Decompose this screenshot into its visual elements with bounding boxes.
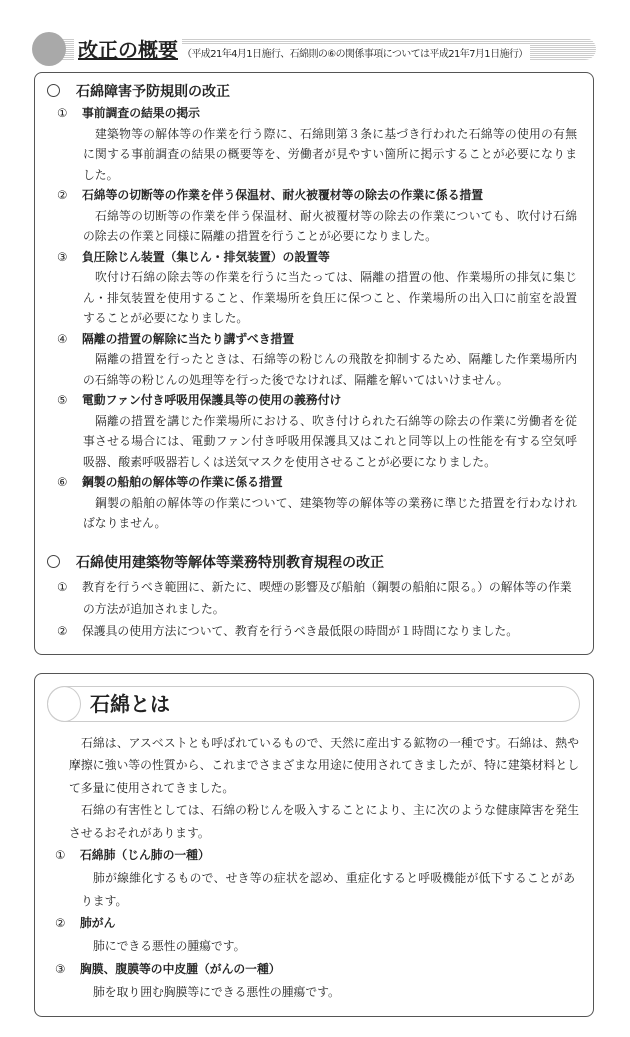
item-title bbox=[57, 103, 577, 124]
overview-header bbox=[32, 32, 596, 66]
item-number: ① bbox=[57, 579, 68, 594]
health-effects-list bbox=[55, 844, 575, 1004]
item-body: 肺にできる悪性の腫瘍です。 bbox=[93, 939, 246, 954]
paragraph: 石綿の有害性としては、石綿の粉じんを吸入することにより、主に次のような健康障害を発生させるおそれがあります。 bbox=[69, 803, 579, 840]
list-item bbox=[57, 620, 577, 642]
item-title-text: 隔離の措置の解除に当たり講ずべき措置 bbox=[82, 331, 295, 346]
item-title-text: 鋼製の船舶の解体等の作業に係る措置 bbox=[82, 475, 283, 489]
asbestos-paragraphs bbox=[69, 732, 579, 845]
item-number: ① bbox=[55, 848, 66, 862]
item-title-text: 負圧除じん装置（集じん・排気装置）の設置等 bbox=[82, 249, 330, 264]
item-number: ② bbox=[57, 623, 68, 638]
item-title-text: 肺がん bbox=[80, 916, 116, 931]
item-body: 肺を取り囲む胸膜等にできる悪性の腫瘍です。 bbox=[93, 984, 340, 999]
item-body: 隔離の措置を講じた作業場所における、吹き付けられた石綿等の除去の作業に労働者を従事させる場合には、電動ファン付き呼吸用保護具又はこれと同等以上の性能を有する空気呼吸器、酸素呼吸器若しくは送気マスクを使用させることが必要になりました。 bbox=[83, 413, 577, 469]
paragraph: 石綿は、アスベストとも呼ばれているもので、天然に産出する鉱物の一種です。石綿は、熱や摩擦に強い等の性質から、これまでさまざまな用途に使用されてきましたが、特に建築材料として多量に使用されてきました。 bbox=[69, 735, 579, 795]
item-number: ⑥ bbox=[57, 475, 68, 489]
item-body: 石綿等の切断等の作業を伴う保温材、耐火被覆材等の除去の作業についても、吹付け石綿の除去の作業と同様に隔離の措置を行うことが必要になりました。 bbox=[83, 208, 577, 243]
section-heading bbox=[47, 552, 581, 574]
header-row bbox=[74, 34, 530, 63]
item-title bbox=[57, 185, 577, 206]
page-title: 改正の概要 bbox=[74, 34, 182, 63]
item-text: 教育を行うべき範囲に、新たに、喫煙の影響及び船舶（鋼製の船舶に限る。）の解体等の作業の方法が追加されました。 bbox=[82, 579, 572, 616]
circle-bullet-icon bbox=[47, 84, 60, 97]
item-title-text: 石綿等の切断等の作業を伴う保温材、耐火被覆材等の除去の作業に係る措置 bbox=[82, 188, 484, 202]
item-title bbox=[57, 472, 577, 493]
item-body: 建築物等の解体等の作業を行う際に、石綿則第３条に基づき行われた石綿等の使用の有無に関する事前調査の結果の概要等を、労働者が見やすい箇所に掲示することが必要になりました。 bbox=[83, 126, 577, 182]
item-title-text: 電動ファン付き呼吸用保護具等の使用の義務付け bbox=[82, 393, 342, 407]
asbestos-title: 石綿とは bbox=[90, 691, 170, 716]
asbestos-box bbox=[34, 673, 594, 1017]
item-number: ① bbox=[57, 106, 68, 120]
item-body: 吹付け石綿の除去等の作業を行うに当たっては、隔離の措置の他、作業場所の排気に集じん・排気装置を使用すること、作業場所を負圧に保つこと、作業場所の出入口に前室を設置することが必要になりました。 bbox=[83, 270, 577, 325]
section2-items bbox=[57, 576, 577, 642]
item-body: 鋼製の船舶の解体等の作業について、建築物等の解体等の業務に準じた措置を行わなければなりません。 bbox=[83, 495, 577, 530]
item-title bbox=[57, 247, 577, 268]
item-title bbox=[57, 390, 577, 411]
item-number: ④ bbox=[57, 331, 68, 346]
item-title-text: 事前調査の結果の掲示 bbox=[82, 106, 200, 120]
item-number: ⑤ bbox=[57, 393, 68, 407]
item-title bbox=[55, 844, 575, 867]
list-item bbox=[57, 576, 577, 620]
heading-circle-icon bbox=[47, 686, 81, 722]
item-title-text: 胸膜、腹膜等の中皮腫（がんの一種） bbox=[80, 961, 281, 976]
item-body: 隔離の措置を行ったときは、石綿等の粉じんの飛散を抑制するため、隔離した作業場所内の石綿等の粉じんの処理等を行った後でなければ、隔離を解いてはいけません。 bbox=[83, 352, 577, 387]
item-title bbox=[57, 329, 577, 350]
item-body: 肺が線維化するもので、せき等の症状を認め、重症化すると呼吸機能が低下することがあります。 bbox=[81, 870, 575, 908]
header-circle-icon bbox=[32, 32, 66, 66]
section-heading-text: 石綿障害予防規則の改正 bbox=[76, 84, 230, 100]
section1-items bbox=[57, 103, 577, 534]
page-subtitle: （平成21年4月1日施行、石綿則の⑥の関係事項については平成21年7月1日施行） bbox=[182, 45, 530, 60]
circle-bullet-icon bbox=[47, 555, 60, 568]
section-heading-text: 石綿使用建築物等解体等業務特別教育規程の改正 bbox=[76, 554, 384, 571]
section-heading bbox=[47, 81, 581, 103]
asbestos-heading bbox=[47, 686, 580, 722]
item-number: ③ bbox=[57, 249, 68, 264]
item-title-text: 石綿肺（じん肺の一種） bbox=[80, 848, 210, 862]
spacer bbox=[47, 534, 581, 552]
item-number: ③ bbox=[55, 961, 66, 976]
amendment-box bbox=[34, 72, 594, 655]
item-title bbox=[55, 958, 575, 981]
item-text: 保護具の使用方法について、教育を行うべき最低限の時間が１時間になりました。 bbox=[82, 623, 519, 638]
item-number: ② bbox=[55, 916, 66, 931]
item-number: ② bbox=[57, 188, 68, 202]
